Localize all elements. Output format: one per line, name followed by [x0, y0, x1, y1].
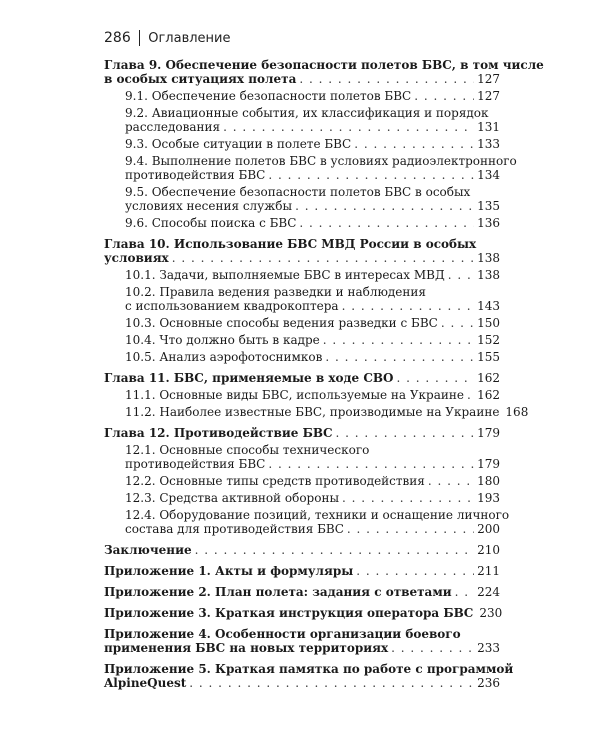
toc-page-number: 211 [477, 564, 500, 578]
header-divider [139, 30, 141, 46]
toc-entry-title: 9.1. Обеспечение безопасности полетов БВС [125, 89, 412, 103]
running-title: Оглавление [148, 30, 231, 46]
dot-leader [414, 89, 474, 103]
toc-section-entry [104, 316, 500, 330]
toc-chapter-entry [104, 371, 500, 385]
page-number: 286 [104, 30, 131, 46]
dot-leader [195, 543, 474, 557]
toc-leader-line [125, 137, 500, 151]
toc-leader-line [125, 316, 500, 330]
toc-chapter-entry [104, 564, 500, 578]
running-head [104, 30, 231, 46]
toc-leader-line [125, 333, 500, 347]
toc-leader-line [125, 89, 500, 103]
dot-leader [391, 641, 474, 655]
toc-leader-line [125, 168, 500, 182]
toc-page-number: 136 [477, 216, 500, 230]
toc-section-entry [104, 508, 510, 536]
toc-page-number: 135 [477, 199, 500, 213]
toc-leader-line [104, 606, 503, 620]
dot-leader [189, 676, 474, 690]
toc-entry-title: 10.5. Анализ аэрофотоснимков [125, 350, 323, 364]
toc-section-entry [104, 350, 500, 364]
toc-leader-line [125, 350, 500, 364]
toc-entry-title-line: 12.1. Основные способы технического [125, 443, 370, 457]
toc-leader-line [125, 268, 500, 282]
toc-page-number: 230 [479, 606, 503, 620]
toc-leader-line [104, 426, 500, 440]
toc-page-number: 179 [477, 426, 500, 440]
toc-entry-title: Заключение [104, 543, 192, 557]
dot-leader [441, 316, 474, 330]
toc-section-entry [104, 137, 500, 151]
toc-entry-title: Приложение 1. Акты и формуляры [104, 564, 354, 578]
dot-leader [268, 168, 474, 182]
toc-entry-title: применения БВС на новых территориях [104, 641, 389, 655]
dot-leader [268, 457, 474, 471]
toc-page-number: 233 [477, 641, 500, 655]
toc-entry-title: Глава 11. БВС, применяемые в ходе СВО [104, 371, 394, 385]
toc-leader-line [104, 641, 500, 655]
dot-leader [356, 564, 474, 578]
toc-entry-title: 9.6. Способы поиска с БВС [125, 216, 297, 230]
toc-leader-line [104, 371, 500, 385]
toc-entry-title-line: 9.4. Выполнение полетов БВС в условиях радиоэлектронного [125, 154, 517, 168]
toc-entry-title-line: 9.2. Авиационные события, их классификация и порядок [125, 106, 489, 120]
toc-section-entry [104, 89, 500, 103]
toc-page-number: 155 [477, 350, 500, 364]
dot-leader [223, 120, 474, 134]
dot-leader [342, 299, 475, 313]
toc-page-number: 134 [477, 168, 500, 182]
toc-page-number: 200 [477, 522, 500, 536]
toc-section-entry [104, 443, 500, 471]
toc-chapter-entry [104, 426, 500, 440]
toc-page-number: 138 [477, 251, 500, 265]
toc-section-entry [104, 285, 500, 313]
toc-entry-title-line: 12.4. Оборудование позиций, техники и оснащение личного [125, 508, 510, 522]
toc-entry-title: 11.2. Наиболее известные БВС, производимые на Украине [125, 405, 500, 419]
toc-section-entry [104, 106, 500, 134]
toc-page-number: 224 [477, 585, 500, 599]
toc-page-number: 143 [477, 299, 500, 313]
toc-entry-title: состава для противодействия БВС [125, 522, 344, 536]
toc-chapter-entry [104, 627, 500, 655]
toc-entry-title: 9.3. Особые ситуации в полете БВС [125, 137, 352, 151]
toc-leader-line [125, 522, 500, 536]
toc-page-number: 162 [477, 371, 500, 385]
dot-leader [354, 137, 474, 151]
toc-leader-line [125, 199, 500, 213]
toc-leader-line [104, 676, 500, 690]
toc-leader-line [104, 72, 500, 86]
toc-page-number: 138 [477, 268, 500, 282]
toc-leader-line [104, 585, 500, 599]
toc-leader-line [125, 491, 500, 505]
dot-leader [336, 426, 475, 440]
toc-entry-title: условиях несения службы [125, 199, 293, 213]
toc-entry-title: условиях [104, 251, 169, 265]
toc-section-entry [104, 216, 500, 230]
toc-page-number: 168 [505, 405, 529, 419]
toc-chapter-entry [104, 237, 500, 265]
toc-entry-title: 11.1. Основные виды БВС, используемые на Украине [125, 388, 464, 402]
toc-chapter-entry [104, 606, 503, 620]
dot-leader [172, 251, 474, 265]
toc-entry-title-line: Глава 9. Обеспечение безопасности полетов БВС, в том числе [104, 58, 544, 72]
toc-entry-title: расследования [125, 120, 221, 134]
toc-entry-title-line: Приложение 5. Краткая памятка по работе с программой [104, 662, 514, 676]
dot-leader [448, 268, 474, 282]
dot-leader [299, 72, 474, 86]
toc-page-number: 131 [477, 120, 500, 134]
dot-leader [347, 522, 474, 536]
toc-entry-title-line: Приложение 4. Особенности организации боевого [104, 627, 461, 641]
toc-entry-title-line: Глава 10. Использование БВС МВД России в особых [104, 237, 477, 251]
dot-leader [428, 474, 474, 488]
toc-entry-title: 10.3. Основные способы ведения разведки с БВС [125, 316, 438, 330]
toc-page-number: 210 [477, 543, 500, 557]
toc-page-number: 179 [477, 457, 500, 471]
dot-leader [455, 585, 474, 599]
toc-leader-line [104, 543, 500, 557]
toc-entry-title: 12.2. Основные типы средств противодействия [125, 474, 425, 488]
toc-entry-title: противодействия БВС [125, 457, 266, 471]
toc-section-entry [104, 491, 500, 505]
toc-entry-title: противодействия БВС [125, 168, 266, 182]
toc-page-number: 162 [477, 388, 500, 402]
toc-page-number: 133 [477, 137, 500, 151]
dot-leader [396, 371, 474, 385]
toc-section-entry [104, 405, 529, 419]
toc-chapter-entry [104, 585, 500, 599]
toc-page-number: 236 [477, 676, 500, 690]
toc-section-entry [104, 154, 517, 182]
dot-leader [323, 333, 474, 347]
toc-section-entry [104, 268, 500, 282]
toc-entry-title: 12.3. Средства активной обороны [125, 491, 339, 505]
toc-section-entry [104, 388, 500, 402]
toc-chapter-entry [104, 662, 514, 690]
toc-page-number: 127 [477, 89, 500, 103]
toc-section-entry [104, 185, 500, 213]
dot-leader [342, 491, 474, 505]
toc-section-entry [104, 474, 500, 488]
toc-entry-title: 10.1. Задачи, выполняемые БВС в интересах МВД [125, 268, 445, 282]
toc-entry-title: Приложение 2. План полета: задания с ответами [104, 585, 452, 599]
toc-entry-title-line: 10.2. Правила ведения разведки и наблюдения [125, 285, 426, 299]
toc-entry-title: Глава 12. Противодействие БВС [104, 426, 333, 440]
toc-entry-title: с использованием квадрокоптера [125, 299, 339, 313]
dot-leader [467, 388, 474, 402]
toc-leader-line [104, 564, 500, 578]
toc-entry-title: Приложение 3. Краткая инструкция оператора БВС [104, 606, 474, 620]
dot-leader [299, 216, 474, 230]
toc-page-number: 152 [477, 333, 500, 347]
toc-leader-line [125, 388, 500, 402]
toc-entry-title: 10.4. Что должно быть в кадре [125, 333, 320, 347]
toc-leader-line [125, 216, 500, 230]
toc-entry-title: AlpineQuest [104, 676, 187, 690]
toc-page-number: 127 [477, 72, 500, 86]
toc-page-number: 193 [477, 491, 500, 505]
toc-entry-title-line: 9.5. Обеспечение безопасности полетов БВС в особых [125, 185, 471, 199]
table-of-contents [104, 58, 544, 690]
toc-chapter-entry [104, 543, 500, 557]
toc-chapter-entry [104, 58, 544, 86]
toc-page-number: 150 [477, 316, 500, 330]
dot-leader [295, 199, 474, 213]
toc-section-entry [104, 333, 500, 347]
toc-leader-line [125, 474, 500, 488]
toc-leader-line [125, 299, 500, 313]
toc-entry-title: в особых ситуациях полета [104, 72, 297, 86]
toc-leader-line [125, 405, 529, 419]
toc-leader-line [125, 120, 500, 134]
toc-page-number: 180 [477, 474, 500, 488]
toc-leader-line [125, 457, 500, 471]
toc-leader-line [104, 251, 500, 265]
dot-leader [325, 350, 474, 364]
